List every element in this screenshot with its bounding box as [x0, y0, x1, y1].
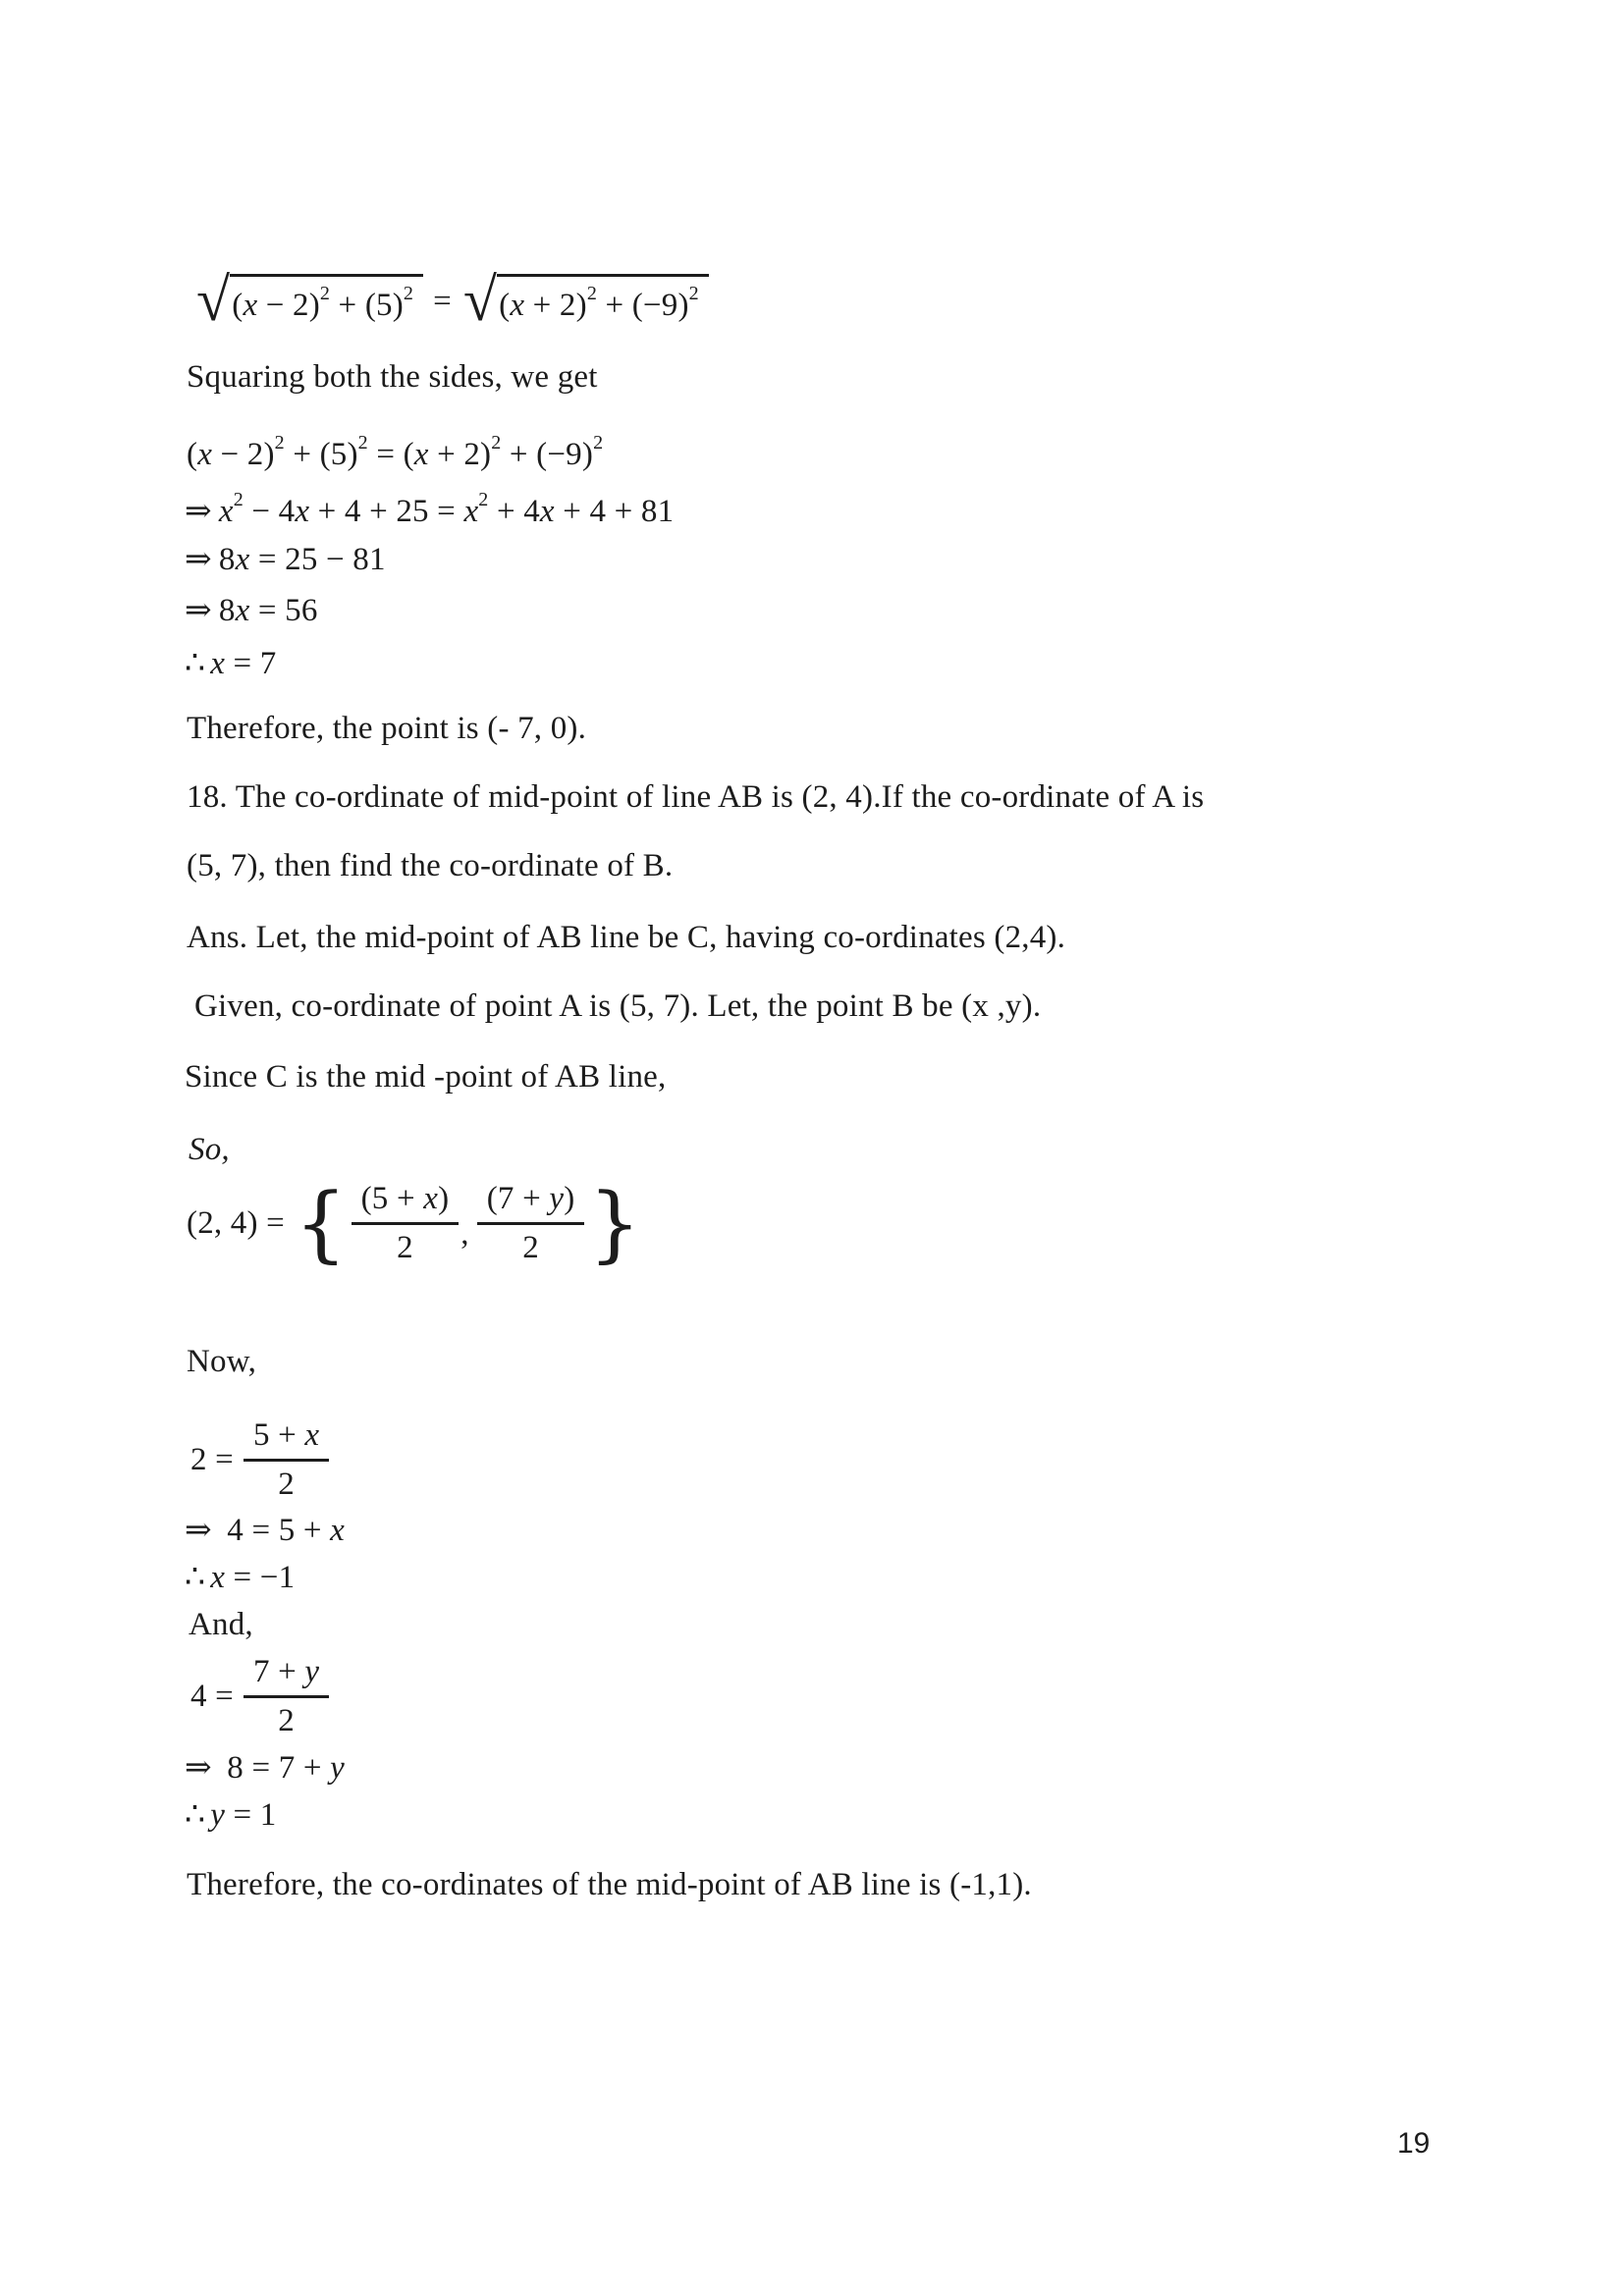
answer-line-1: Ans. Let, the mid-point of AB line be C, having co-ordinates (2,4).: [187, 920, 1066, 955]
implies-arrow: ⇒: [185, 593, 212, 628]
numerator: 5 + x: [244, 1416, 329, 1462]
superscript: 2: [274, 432, 285, 454]
variable: x: [539, 494, 555, 529]
midpoint-lhs: (2, 4) =: [187, 1204, 285, 1241]
radicand: $(x + 2)^2 + (-9)^2$: [497, 274, 709, 325]
right-brace: }: [588, 1175, 642, 1272]
page-number: 19: [1397, 2127, 1431, 2160]
variable: x: [510, 287, 525, 323]
equation-expanded: ⇒ $x^2 - 4x + 4 + 25 = x^2 + 4x + 4 + 81$: [185, 489, 675, 529]
text-point-result: Therefore, the point is (- 7, 0).: [187, 711, 587, 746]
numerator: (7 + y): [477, 1180, 585, 1225]
equation-8-equals-7y: ⇒ 8 = 7 + y: [185, 1750, 345, 1786]
denominator: 2: [522, 1229, 539, 1265]
variable: x: [197, 437, 213, 472]
equation-midpoint: [187, 1175, 642, 1272]
implies-arrow: ⇒: [185, 1750, 212, 1786]
superscript: 2: [233, 489, 244, 510]
radical-left: [196, 267, 423, 334]
variable: x: [210, 646, 226, 681]
numerator: 7 + y: [244, 1653, 329, 1698]
comma-separator: ,: [460, 1215, 469, 1252]
answer-line-3: Since C is the mid -point of AB line,: [185, 1059, 667, 1095]
equation-x-fraction: [190, 1416, 329, 1504]
variable: x: [330, 1513, 345, 1548]
text-now: Now,: [187, 1344, 257, 1379]
equation-y-fraction: [190, 1653, 329, 1740]
variable: x: [243, 287, 258, 323]
equation-distance: [196, 267, 709, 334]
equation-y-equals-1: ∴ y = 1: [185, 1797, 277, 1833]
fraction-lhs: 4 =: [190, 1678, 234, 1714]
superscript: 2: [403, 282, 414, 304]
variable: y: [330, 1750, 345, 1786]
superscript: 2: [593, 432, 604, 454]
denominator: 2: [278, 1466, 295, 1502]
variable: x: [304, 1417, 320, 1453]
radicand: $(x - 2)^2 + (5)^2$: [230, 274, 423, 325]
equation-squared: $(x - 2)^2 + (5)^2 = (x + 2)^2 + (-9)^2$: [187, 432, 604, 472]
variable: y: [304, 1654, 320, 1689]
therefore-symbol: ∴: [185, 646, 206, 681]
fraction-lhs: 2 =: [190, 1441, 234, 1477]
variable: y: [210, 1797, 226, 1833]
numerator: (5 + x): [352, 1180, 460, 1225]
radical-sign: √: [462, 267, 498, 334]
fraction: [244, 1416, 329, 1504]
superscript: 2: [319, 282, 331, 304]
superscript: 2: [688, 282, 699, 304]
implies-arrow: ⇒: [185, 1513, 212, 1548]
variable: x: [413, 437, 429, 472]
denominator: 2: [397, 1229, 413, 1265]
variable: y: [549, 1181, 565, 1216]
fraction-y: [477, 1180, 585, 1267]
text-squaring: Squaring both the sides, we get: [187, 359, 598, 395]
implies-arrow: ⇒: [185, 542, 212, 577]
fraction: [244, 1653, 329, 1740]
variable: x: [423, 1181, 439, 1216]
equals-sign: =: [433, 283, 452, 319]
left-brace: {: [294, 1175, 348, 1272]
variable: x: [463, 494, 479, 529]
variable: x: [210, 1560, 226, 1595]
equation-8x-56: ⇒ 8x = 56: [185, 593, 318, 628]
superscript: 2: [478, 489, 489, 510]
fraction-x: [352, 1180, 460, 1267]
superscript: 2: [491, 432, 502, 454]
equation-x-equals-neg1: ∴ x = −1: [185, 1560, 296, 1595]
radical-right: [462, 267, 709, 334]
superscript: 2: [586, 282, 598, 304]
therefore-symbol: ∴: [185, 1560, 206, 1595]
question-18-line-2: (5, 7), then find the co-ordinate of B.: [187, 848, 674, 883]
answer-line-2: Given, co-ordinate of point A is (5, 7). Let, the point B be (x ,y).: [194, 988, 1042, 1024]
text-and: And,: [189, 1607, 253, 1642]
variable: x: [235, 542, 250, 577]
superscript: 2: [357, 432, 368, 454]
denominator: 2: [278, 1702, 295, 1738]
text-final-result: Therefore, the co-ordinates of the mid-point of AB line is (-1,1).: [187, 1867, 1032, 1902]
equation-4-equals-5x: ⇒ 4 = 5 + x: [185, 1513, 345, 1548]
equation-x-equals-7: ∴ x = 7: [185, 646, 277, 681]
variable: x: [235, 593, 250, 628]
question-18-line-1: 18. The co-ordinate of mid-point of line AB is (2, 4).If the co-ordinate of A is: [187, 779, 1205, 815]
equation-8x-25-81: ⇒ 8x = 25 − 81: [185, 542, 386, 577]
therefore-symbol: ∴: [185, 1797, 206, 1833]
text-so: So,: [189, 1132, 230, 1167]
implies-arrow: ⇒: [185, 494, 212, 529]
radical-sign: √: [196, 267, 231, 334]
variable: x: [218, 494, 234, 529]
variable: x: [295, 494, 310, 529]
